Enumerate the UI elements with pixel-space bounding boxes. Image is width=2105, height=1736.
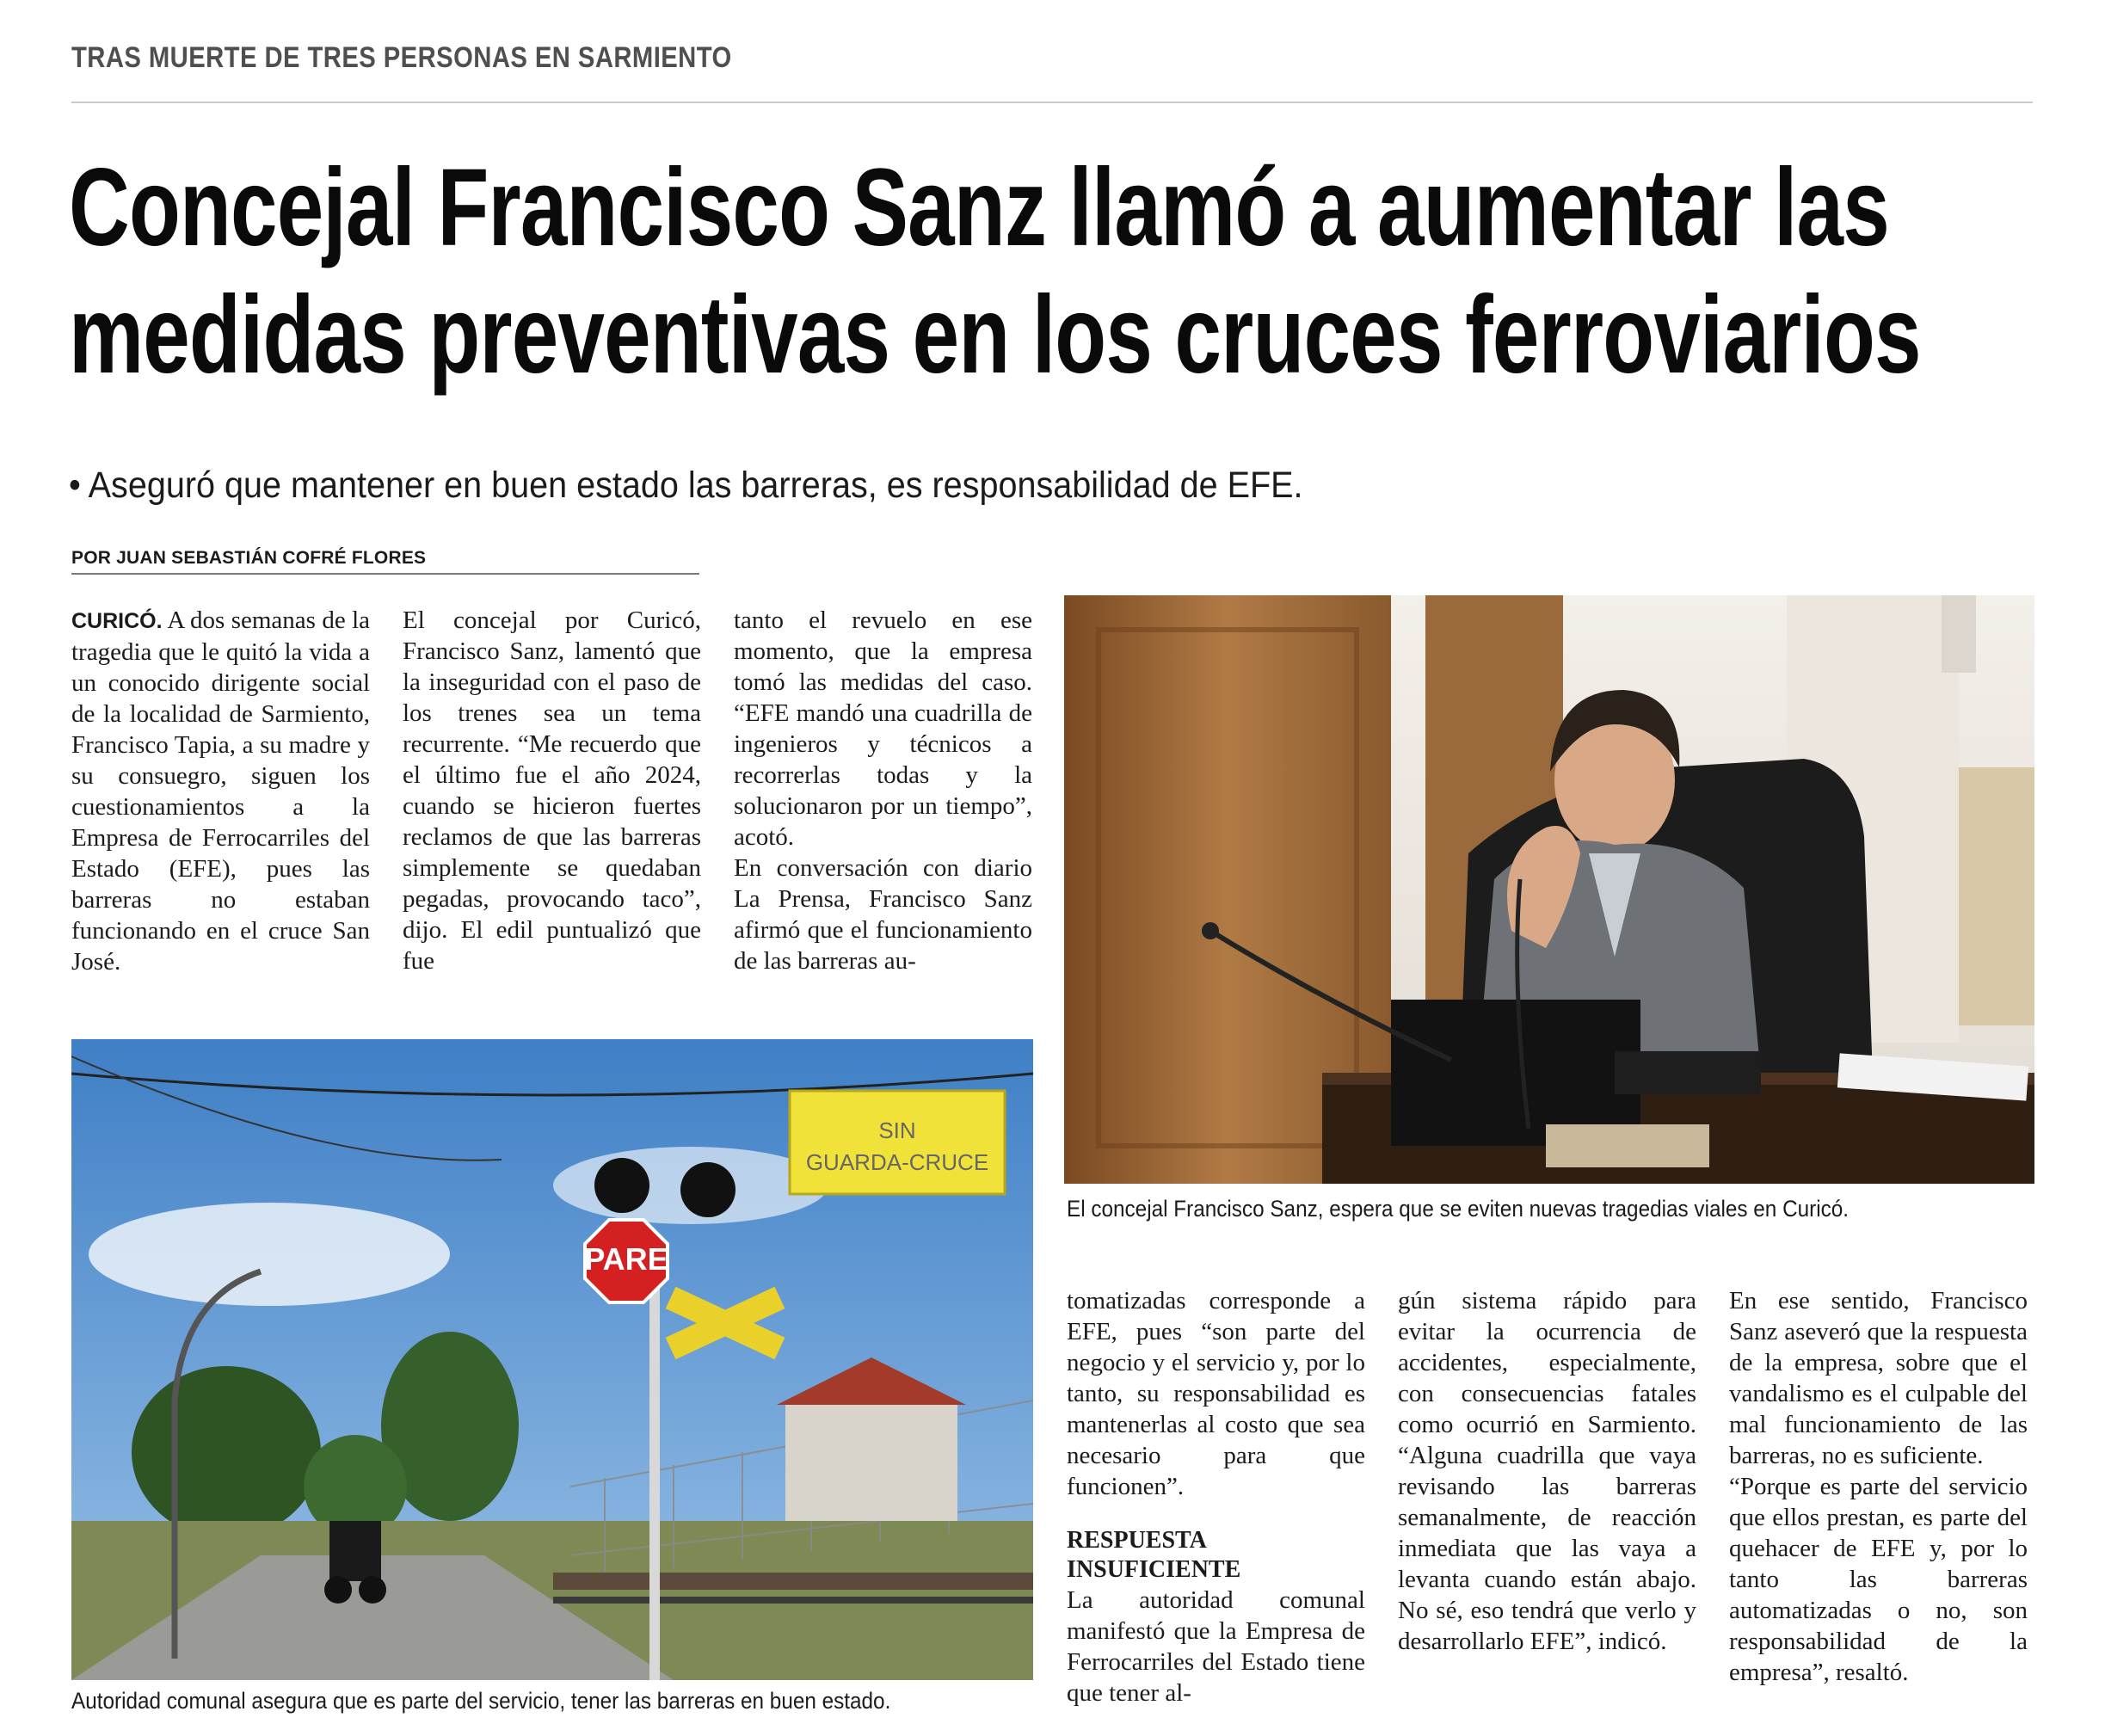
article-column-6 — [1729, 1285, 2028, 1688]
column-1-text: A dos semanas de la tragedia que le quitó la vida a un conocido dirigente social de la localidad de Sarmiento, Francisco Tapia, a su madre y su consuegro, siguen los cuestionamientos a la Empresa de Ferrocarriles del Estado (EFE), pues las barreras no estaban funcionando en el cruce San José. — [71, 606, 370, 976]
photo-railway-crossing — [71, 1039, 1033, 1680]
photo-caption-crossing: Autoridad comunal asegura que es parte del servicio, tener las barreras en buen estado. — [71, 1688, 891, 1714]
top-divider — [71, 102, 2033, 103]
sign-bottom-text: GUARDA-CRUCE — [805, 1149, 989, 1175]
photo-councilman — [1064, 595, 2034, 1184]
column-5-text: gún sistema rápido para evitar la ocurrencia de accidentes, especialmente, con consecuencias fatales como ocurrió en Sarmiento. “Alguna cuadrilla que vaya revisando las barreras semanalmente, de reacción inmediata que las vaya a levanta cuando están abajo. No sé, eso tendrá que verlo y desarrollarlo EFE”, indicó. — [1398, 1287, 1696, 1655]
councilman-illustration — [1064, 595, 2034, 1184]
byline: POR JUAN SEBASTIÁN COFRÉ FLORES — [71, 548, 427, 568]
column-6-paragraph-2: “Porque es parte del servicio que ellos prestan, es parte del quehacer de EFE y, por lo tanto las barreras automatizadas o no, son responsabilidad de la empresa”, resaltó. — [1729, 1473, 2028, 1686]
article-column-1 — [71, 605, 370, 977]
column-4-text: tomatizadas corresponde a EFE, pues “son parte del negocio y el servicio y, por lo tanto, su responsabilidad es mantenerlas al costo que sea necesario para que funcionen”. — [1067, 1287, 1365, 1500]
headline — [69, 145, 1921, 399]
column-6-paragraph-1: En ese sentido, Francisco Sanz aseveró que la respuesta de la empresa, sobre que el vandalismo es el culpable del mal funcionamiento de las barreras, no es suficiente. — [1729, 1287, 2028, 1469]
article-column-4 — [1067, 1285, 1365, 1708]
railway-crossing-illustration — [71, 1039, 1033, 1680]
column-4-continued: La autoridad comunal manifestó que la Empresa de Ferrocarriles del Estado tiene que tener al- — [1067, 1586, 1365, 1707]
kicker: TRAS MUERTE DE TRES PERSONAS EN SARMIENTO — [71, 41, 732, 74]
byline-divider — [71, 573, 699, 575]
column-2-text: El concejal por Curicó, Francisco Sanz, lamentó que la inseguridad con el paso de los trenes sea un tema recurrente. “Me recuerdo que el último fue el año 2024, cuando se hicieron fuertes reclamos de que las barreras simplemente se quedaban pegadas, provocando taco”, dijo. El edil puntualizó que fue — [403, 606, 701, 975]
section-subhead: RESPUESTA INSUFICIENTE — [1067, 1527, 1241, 1583]
article-column-3 — [734, 605, 1032, 976]
sign-top-text: SIN — [878, 1117, 916, 1143]
pare-sign-text: PARE — [584, 1241, 668, 1277]
headline-line-1: Concejal Francisco Sanz llamó a aumentar las — [69, 146, 1889, 269]
article-column-5 — [1398, 1285, 1696, 1657]
column-3-paragraph-2: En conversación con diario La Prensa, Francisco Sanz afirmó que el funcionamiento de las barreras au- — [734, 854, 1032, 975]
deck-subtitle: • Aseguró que mantener en buen estado las barreras, es responsabilidad de EFE. — [69, 465, 1303, 506]
article-column-2 — [403, 605, 701, 976]
dateline: CURICÓ. — [71, 609, 163, 633]
column-3-paragraph-1: tanto el revuelo en ese momento, que la empresa tomó las medidas del caso. “EFE mandó una cuadrilla de ingenieros y técnicos a recorrerlas todas y la solucionaron por un tiempo”, acotó. — [734, 606, 1032, 851]
photo-caption-councilman: El concejal Francisco Sanz, espera que se eviten nuevas tragedias viales en Curicó. — [1067, 1196, 1850, 1222]
headline-line-2: medidas preventivas en los cruces ferroviarios — [69, 274, 1921, 397]
